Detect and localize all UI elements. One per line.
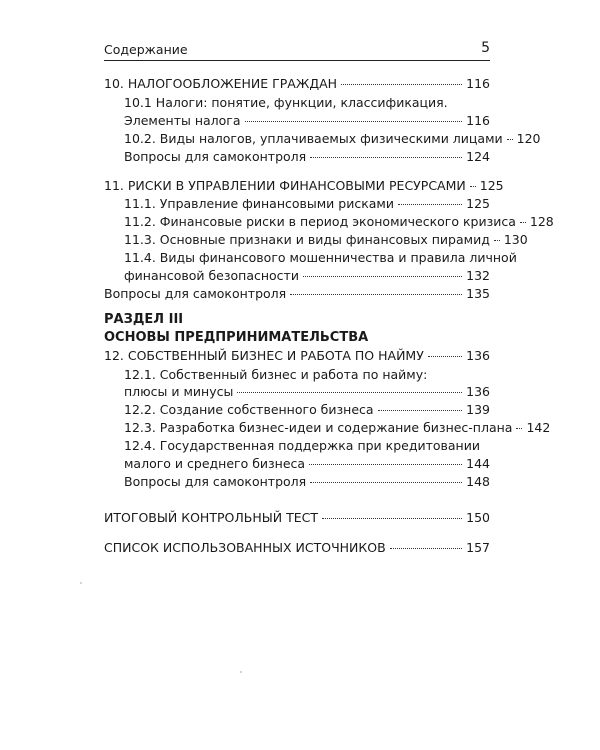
toc-sources[interactable] — [104, 539, 490, 557]
dot-leader — [428, 356, 462, 357]
section-heading-number: РАЗДЕЛ III — [104, 312, 184, 327]
toc-entry-page: 120 — [516, 131, 541, 146]
toc-chapter-12[interactable] — [104, 347, 490, 365]
dot-leader — [378, 410, 463, 411]
toc-entry-title: финансовой безопасности — [124, 268, 299, 283]
toc-entry-page: 125 — [479, 178, 504, 193]
toc-entry-page: 130 — [503, 232, 528, 247]
toc-entry-page: 125 — [466, 196, 490, 211]
toc-final-test[interactable] — [104, 509, 490, 527]
header-title: Содержание — [104, 42, 188, 57]
toc-entry-title: Вопросы для самоконтроля — [104, 286, 287, 301]
dot-leader — [341, 84, 462, 85]
toc-entry-11-1[interactable] — [124, 195, 490, 213]
toc-entry-11-4[interactable] — [124, 267, 490, 285]
dot-leader — [390, 548, 462, 549]
dot-leader — [310, 157, 462, 158]
toc-entry-page: 150 — [466, 510, 490, 525]
dot-leader — [309, 464, 462, 465]
scan-speck — [80, 582, 82, 584]
toc-entry-title: 11.1. Управление финансовыми рисками — [124, 196, 394, 211]
toc-entry-12-2[interactable] — [124, 401, 490, 419]
dot-leader — [507, 139, 513, 140]
toc-entry-page: 148 — [466, 474, 490, 489]
toc-entry-page: 136 — [466, 384, 490, 399]
dot-leader — [310, 482, 462, 483]
toc-entry-page: 136 — [466, 348, 490, 363]
toc-entry-page: 124 — [466, 149, 490, 164]
toc-entry-12-4-line1[interactable]: 12.4. Государственная поддержка при кредитовании — [124, 438, 480, 453]
toc-entry-page: 116 — [466, 113, 490, 128]
toc-entry-title: Вопросы для самоконтроля — [124, 149, 307, 164]
toc-entry-page: 157 — [466, 540, 490, 555]
toc-entry-page: 128 — [529, 214, 554, 229]
toc-entry-title: плюсы и минусы — [124, 384, 234, 399]
toc-entry-10-questions[interactable] — [124, 148, 490, 166]
toc-entry-page: 132 — [466, 268, 490, 283]
toc-entry-10-1[interactable] — [124, 112, 490, 130]
toc-entry-title: 11.2. Финансовые риски в период экономического кризиса — [124, 214, 516, 229]
toc-entry-12-1[interactable] — [124, 383, 490, 401]
toc-entry-title: ИТОГОВЫЙ КОНТРОЛЬНЫЙ ТЕСТ — [104, 510, 318, 525]
toc-entry-title: 10. НАЛОГООБЛОЖЕНИЕ ГРАЖДАН — [104, 76, 338, 91]
toc-entry-12-4[interactable] — [124, 455, 490, 473]
toc-entry-12-1-line1[interactable]: 12.1. Собственный бизнес и работа по найму: — [124, 367, 428, 382]
toc-entry-title: Вопросы для самоконтроля — [124, 474, 307, 489]
page-number: 5 — [481, 40, 490, 56]
toc-entry-11-2[interactable] — [124, 213, 554, 231]
toc-entry-title: 11.3. Основные признаки и виды финансовых пирамид — [124, 232, 490, 247]
toc-entry-page: 135 — [466, 286, 490, 301]
dot-leader — [470, 186, 476, 187]
dot-leader — [245, 121, 463, 122]
toc-entry-10-2[interactable] — [124, 130, 541, 148]
toc-entry-11-3[interactable] — [124, 231, 528, 249]
dot-leader — [494, 240, 500, 241]
toc-entry-12-3[interactable] — [124, 419, 551, 437]
dot-leader — [322, 518, 462, 519]
toc-entry-title: 11. РИСКИ В УПРАВЛЕНИИ ФИНАНСОВЫМИ РЕСУРСАМИ — [104, 178, 466, 193]
toc-entry-title: 10.2. Виды налогов, уплачиваемых физическими лицами — [124, 131, 503, 146]
toc-entry-10-1-line1[interactable]: 10.1 Налоги: понятие, функции, классификация. — [124, 95, 448, 110]
dot-leader — [516, 428, 522, 429]
toc-entry-title: СПИСОК ИСПОЛЬЗОВАННЫХ ИСТОЧНИКОВ — [104, 540, 386, 555]
toc-entry-title: 12.3. Разработка бизнес-идеи и содержание бизнес-плана — [124, 420, 513, 435]
dot-leader — [520, 222, 526, 223]
dot-leader — [290, 294, 462, 295]
scan-speck — [240, 671, 242, 673]
toc-chapter-10[interactable] — [104, 75, 490, 93]
section-heading-title: ОСНОВЫ ПРЕДПРИНИМАТЕЛЬСТВА — [104, 330, 369, 345]
toc-entry-title: 12. СОБСТВЕННЫЙ БИЗНЕС И РАБОТА ПО НАЙМУ — [104, 348, 424, 363]
toc-entry-11-questions[interactable] — [104, 285, 490, 303]
toc-chapter-11[interactable] — [104, 177, 504, 195]
toc-entry-page: 142 — [526, 420, 551, 435]
toc-entry-title: малого и среднего бизнеса — [124, 456, 306, 471]
toc-entry-11-4-line1[interactable]: 11.4. Виды финансового мошенничества и правила личной — [124, 250, 517, 265]
toc-entry-page: 139 — [466, 402, 490, 417]
dot-leader — [237, 392, 462, 393]
toc-entry-12-questions[interactable] — [124, 473, 490, 491]
toc-entry-title: 12.2. Создание собственного бизнеса — [124, 402, 374, 417]
page-header — [104, 38, 490, 61]
dot-leader — [303, 276, 462, 277]
toc-entry-page: 116 — [466, 76, 490, 91]
toc-entry-title: Элементы налога — [124, 113, 241, 128]
dot-leader — [398, 204, 462, 205]
toc-entry-page: 144 — [466, 456, 490, 471]
